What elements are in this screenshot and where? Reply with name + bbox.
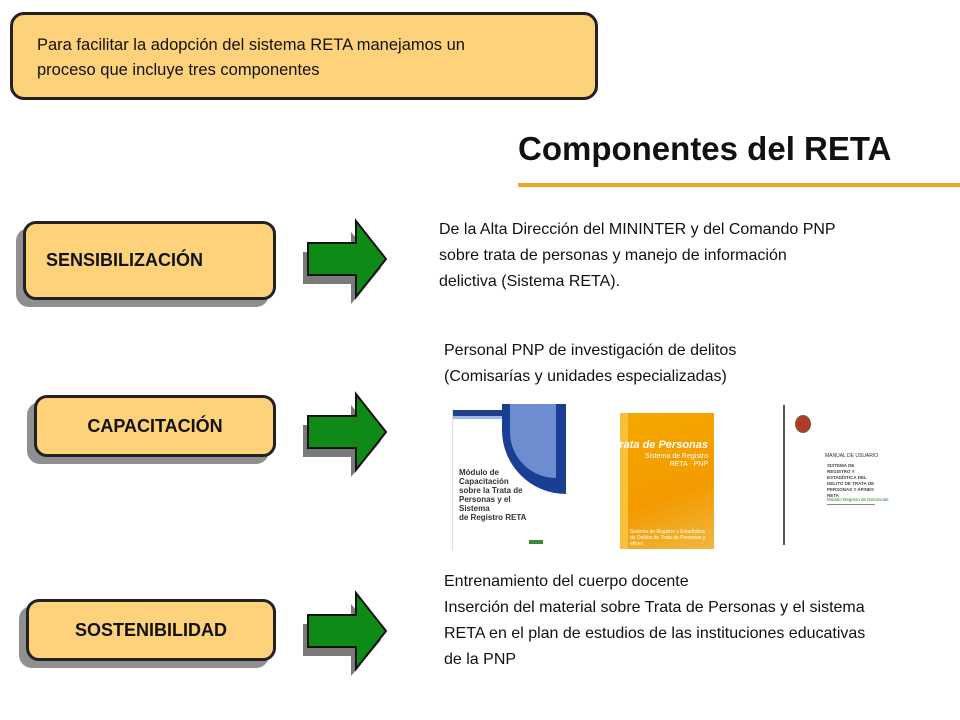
book-title bbox=[459, 468, 539, 522]
intro-box bbox=[10, 12, 598, 100]
book-cover-trata-de-personas bbox=[612, 413, 714, 549]
book-subtitle-line: RETA - PNP bbox=[669, 461, 708, 468]
divider bbox=[827, 504, 875, 505]
description-line: (Comisarías y unidades especializadas) bbox=[444, 368, 727, 385]
book-subtitle-line: Sistema de Registro bbox=[644, 453, 708, 460]
book-cover-manual-usuario bbox=[783, 405, 889, 545]
book-title-line: Personas y el Sistema bbox=[459, 495, 511, 513]
sensibilizacion-label: SENSIBILIZACIÓN bbox=[46, 250, 204, 270]
description-line: De la Alta Dirección del MININTER y del Comando PNP bbox=[439, 221, 836, 238]
arrow-right-icon bbox=[308, 587, 388, 679]
book-title-line: sobre la Trata de bbox=[459, 486, 523, 495]
sensibilizacion-button[interactable] bbox=[23, 221, 276, 300]
sostenibilidad-label: SOSTENIBILIDAD bbox=[74, 619, 227, 640]
book-header: MANUAL DE USUARIO bbox=[825, 453, 879, 459]
description-line: Entrenamiento del cuerpo docente bbox=[444, 573, 689, 590]
intro-line-1: Para facilitar la adopción del sistema RETA manejamos un bbox=[37, 36, 465, 54]
description-line: Personal PNP de investigación de delitos bbox=[444, 342, 737, 359]
logo bbox=[529, 540, 543, 544]
book-subtitle bbox=[645, 453, 708, 469]
capacitacion-description bbox=[444, 338, 736, 390]
description-line: delictiva (Sistema RETA). bbox=[439, 273, 621, 290]
book-title: Trata de Personas bbox=[612, 439, 708, 451]
title-underline bbox=[518, 183, 960, 187]
arrow-right-icon bbox=[308, 388, 388, 480]
book-footer: Sistema de Registro y Estadística de Delitos de Trata de Personas y afines bbox=[630, 529, 706, 547]
description-line: RETA en el plan de estudios de las instituciones educativas bbox=[444, 625, 866, 642]
book-title-line: Módulo de Capacitación bbox=[459, 468, 509, 486]
description-line: Inserción del material sobre Trata de Personas y el sistema bbox=[444, 599, 865, 616]
description-line: sobre trata de personas y manejo de información bbox=[439, 247, 787, 264]
description-line: de la PNP bbox=[444, 651, 517, 668]
book-module: Módulo Registro de Denuncias bbox=[827, 497, 889, 502]
book-cover-modulo-capacitacion bbox=[452, 410, 548, 550]
capacitacion-label: CAPACITACIÓN bbox=[87, 415, 223, 436]
arrow-right-icon bbox=[308, 215, 388, 307]
sostenibilidad-description bbox=[444, 569, 865, 673]
book-spine bbox=[620, 413, 628, 549]
sensibilizacion-description bbox=[439, 217, 836, 295]
capacitacion-button[interactable] bbox=[34, 395, 276, 457]
book-body: SISTEMA DE REGISTRO Y ESTADÍSTICA DEL DELITO DE TRATA DE PERSONAS Y AFINES RETA bbox=[827, 463, 875, 498]
intro-line-2: proceso que incluye tres componentes bbox=[37, 61, 320, 79]
emblem-icon bbox=[795, 415, 811, 433]
page-title: Componentes del RETA bbox=[518, 130, 892, 167]
book-title-line: de Registro RETA bbox=[459, 513, 527, 522]
sostenibilidad-button[interactable] bbox=[26, 599, 276, 661]
